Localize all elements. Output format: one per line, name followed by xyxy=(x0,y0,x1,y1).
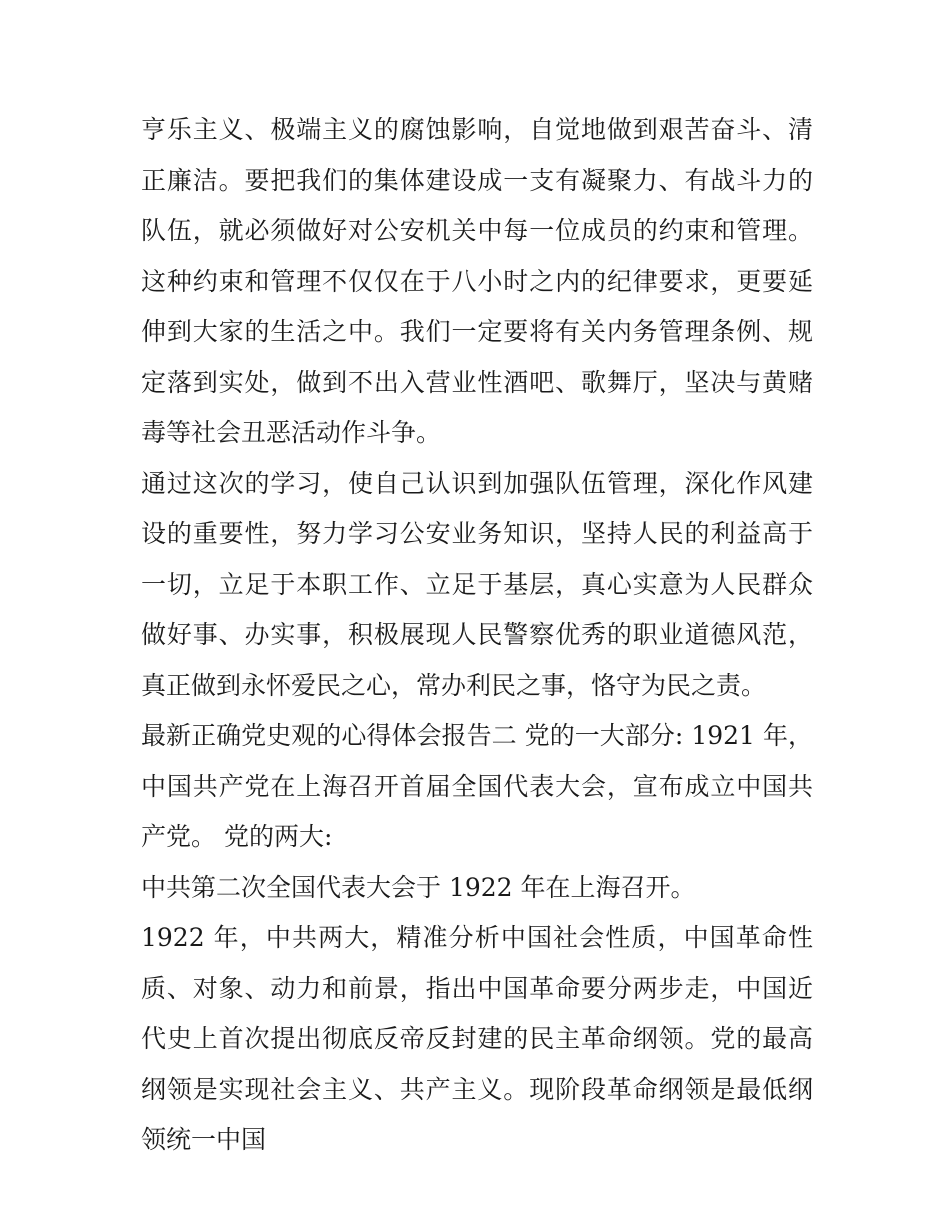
paragraph-5: 1922 年，中共两大，精准分析中国社会性质，中国革命性质、对象、动力和前景，指出中国革命要分两步走，中国近代史上首次提出彻底反帝反封建的民主革命纲领。党的最高纲领是实现社会主义、共产主义。现阶段革命纲领是最低纲领统一中国 xyxy=(141,923,813,1154)
paragraph-3: 最新正确党史观的心得体会报告二 党的一大部分: 1921 年，中国共产党在上海召开首届全国代表大会，宣布成立中国共产党。 党的两大: xyxy=(141,721,813,851)
paragraph-1: 亨乐主义、极端主义的腐蚀影响，自觉地做到艰苦奋斗、清正廉洁。要把我们的集体建设成一支有凝聚力、有战斗力的队伍，就必须做好对公安机关中每一位成员的约束和管理。这种约束和管理不仅仅在于八小时之内的纪律要求，更要延伸到大家的生活之中。我们一定要将有关内务管理条例、规定落到实处，做到不出入营业性酒吧、歌舞厅，坚决与黄赌毒等社会丑恶活动作斗争。 xyxy=(141,115,813,447)
paragraph-2: 通过这次的学习，使自己认识到加强队伍管理，深化作风建设的重要性，努力学习公安业务知识，坚持人民的利益高于一切，立足于本职工作、立足于基层，真心实意为人民群众做好事、办实事，积极展现人民警察优秀的职业道德风范，真正做到永怀爱民之心，常办利民之事，恪守为民之责。 xyxy=(141,468,813,700)
document-body xyxy=(141,105,813,1166)
paragraph-4: 中共第二次全国代表大会于 1922 年在上海召开。 xyxy=(141,872,696,902)
